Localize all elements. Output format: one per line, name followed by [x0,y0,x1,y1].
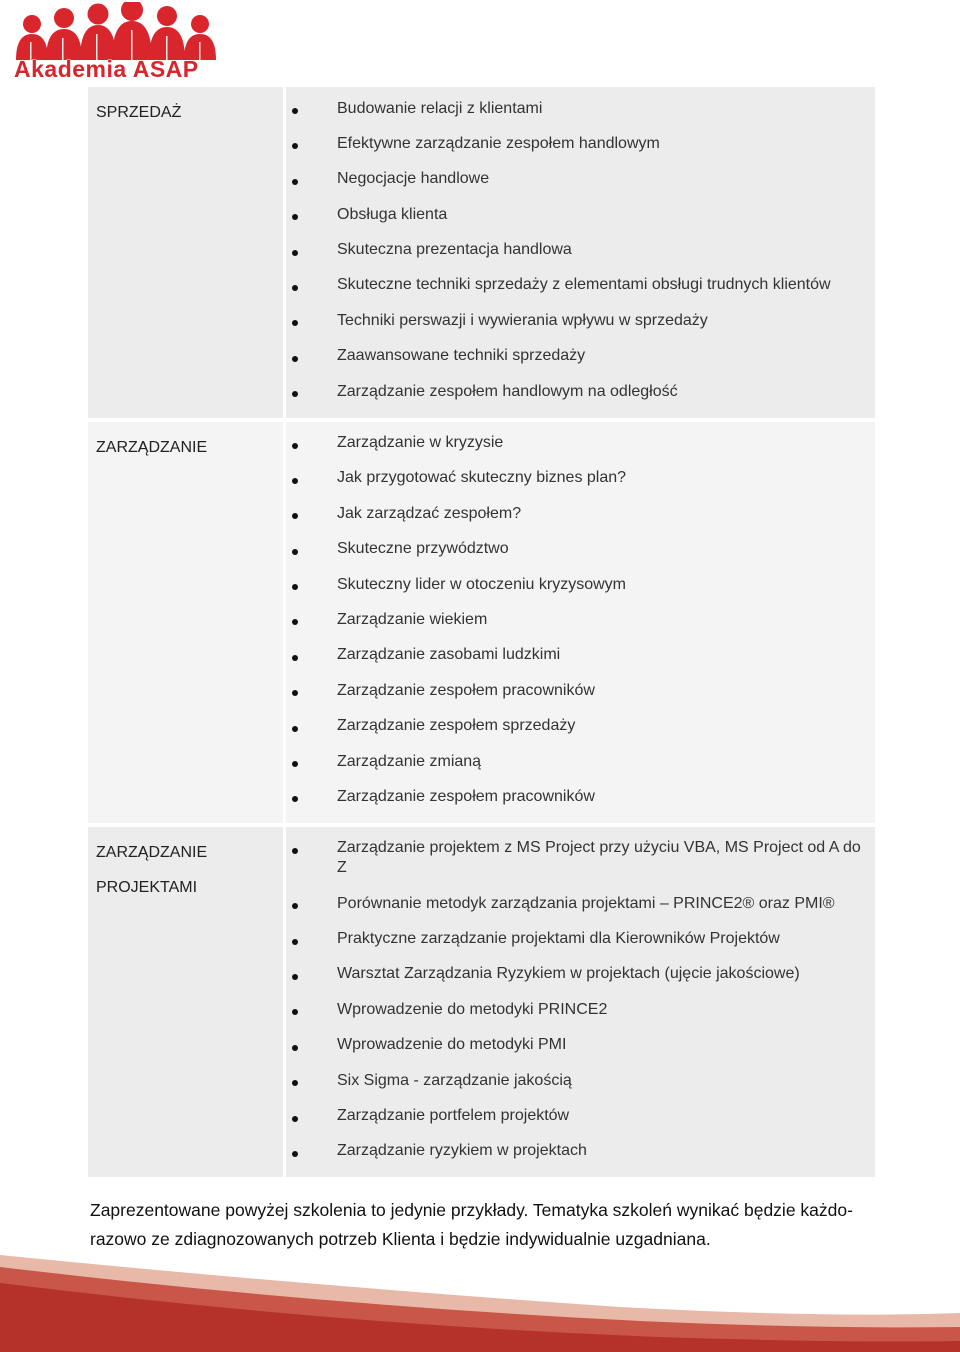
bullet-icon [292,1080,298,1086]
list-item: Zarządzanie zasobami ludzkimi [286,638,875,673]
summary-line: Zaprezentowane powyżej szkolenia to jedynie przykłady. Tematyka szkoleń wynikać będzie każdo- [90,1200,853,1220]
bullet-icon [292,726,298,732]
list-item: Skuteczny lider w otoczeniu kryzysowym [286,567,875,602]
category-label: ZARZĄDZANIE [96,843,208,861]
list-item: Techniki perswazji i wywierania wpływu w sprzedaży [286,303,875,338]
bullet-icon [292,356,298,362]
bullet-icon [292,250,298,256]
bullet-icon [292,143,298,149]
course-list [286,426,875,815]
bullet-icon [292,1009,298,1015]
footer-wave-decoration [0,1255,960,1352]
list-item: Zarządzanie ryzykiem w projektach [286,1134,875,1169]
list-item: Zarządzanie zespołem pracowników [286,673,875,708]
course-list [286,91,875,410]
list-item: Skuteczna prezentacja handlowa [286,233,875,268]
list-item: Zaawansowane techniki sprzedaży [286,339,875,374]
list-item: Jak przygotować skuteczny biznes plan? [286,461,875,496]
list-item: Obsługa klienta [286,197,875,232]
bullet-icon [292,848,298,854]
list-item: Jak zarządzać zespołem? [286,496,875,531]
bullet-icon [292,179,298,185]
list-item: Six Sigma - zarządzanie jakością [286,1063,875,1098]
list-item: Negocjacje handlowe [286,162,875,197]
list-item: Wprowadzenie do metodyki PMI [286,1028,875,1063]
category-label: SPRZEDAŻ [96,104,182,121]
list-item: Praktyczne zarządzanie projektami dla Kierowników Projektów [286,922,875,957]
category-label: ZARZĄDZANIE [96,438,208,456]
category-label: PROJEKTAMI [96,878,198,896]
bullet-icon [292,1045,298,1051]
bullet-icon [292,1116,298,1122]
list-item: Zarządzanie portfelem projektów [286,1099,875,1134]
bullet-icon [292,214,298,220]
bullet-icon [292,513,298,519]
bullet-icon [292,549,298,555]
bullet-icon [292,478,298,484]
list-item: Skuteczne przywództwo [286,532,875,567]
items-cell [286,87,875,418]
bullet-icon [292,655,298,661]
bullet-icon [292,690,298,696]
list-item: Efektywne zarządzanie zespołem handlowym [286,126,875,161]
list-item: Zarządzanie projektem z MS Project przy użyciu VBA, MS Project od A do Z [286,831,875,886]
list-item: Warsztat Zarządzania Ryzykiem w projektach (ujęcie jakościowe) [286,957,875,992]
summary-paragraph [90,1196,880,1254]
bullet-icon [292,584,298,590]
bullet-icon [292,796,298,802]
list-item: Zarządzanie zmianą [286,744,875,779]
summary-line: razowo ze zdiagnozowanych potrzeb Klienta i będzie indywidualnie uzgadniana. [90,1229,711,1249]
bullet-icon [292,903,298,909]
bullet-icon [292,320,298,326]
bullet-icon [292,285,298,291]
list-item: Zarządzanie zespołem sprzedaży [286,709,875,744]
category-cell [88,87,286,418]
category-cell [88,422,286,823]
list-item: Zarządzanie zespołem handlowym na odległość [286,374,875,409]
logo-text: Akademia ASAP [14,56,199,82]
bullet-icon [292,1151,298,1157]
list-item: Wprowadzenie do metodyki PRINCE2 [286,992,875,1027]
bullet-icon [292,619,298,625]
list-item: Budowanie relacji z klientami [286,91,875,126]
list-item: Porównanie metodyk zarządzania projektami – PRINCE2® oraz PMI® [286,886,875,921]
bullet-icon [292,391,298,397]
category-cell [88,827,286,1178]
items-cell [286,827,875,1178]
items-cell [286,422,875,823]
course-list [286,831,875,1170]
section-management [88,422,875,823]
list-item: Zarządzanie w kryzysie [286,426,875,461]
list-item: Zarządzanie zespołem pracowników [286,779,875,814]
bullet-icon [292,761,298,767]
list-item: Skuteczne techniki sprzedaży z elementami obsługi trudnych klientów [286,268,875,303]
bullet-icon [292,443,298,449]
bullet-icon [292,974,298,980]
bullet-icon [292,939,298,945]
courses-table [88,87,875,1177]
section-sales [88,87,875,418]
section-project-management [88,827,875,1178]
list-item: Zarządzanie wiekiem [286,602,875,637]
bullet-icon [292,108,298,114]
